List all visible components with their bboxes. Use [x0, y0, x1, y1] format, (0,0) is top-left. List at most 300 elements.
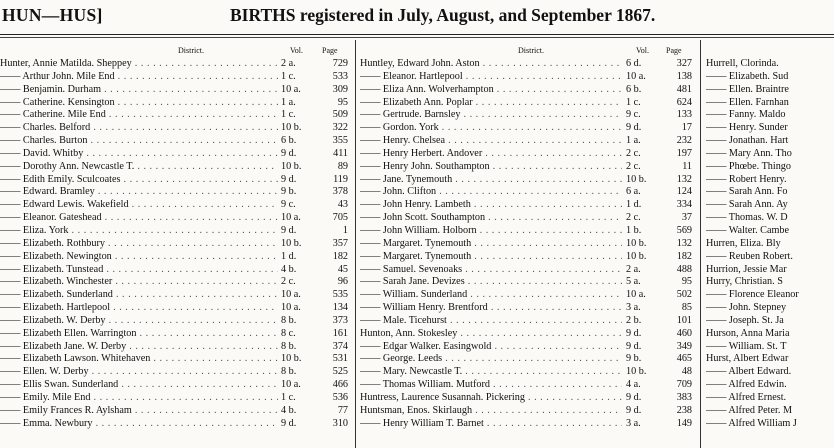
entry-name: —— Elizabeth. Sud [706, 70, 789, 82]
index-entry [360, 135, 696, 148]
index-entry [706, 58, 834, 71]
index-entry [360, 276, 696, 289]
index-entry [360, 161, 696, 174]
entry-volume: 9 c. [281, 199, 317, 212]
entry-volume: 9 d. [281, 418, 317, 431]
entry-name: Hurren, Eliza. Bly [706, 237, 781, 249]
entry-name: —— Catherine. Kensington . . . [0, 97, 278, 110]
index-entry [706, 84, 834, 97]
entry-name: —— Reuben Robert. [706, 250, 793, 262]
entry-volume: 9 c. [626, 109, 662, 122]
entry-name: —— Ellen. Braintre [706, 83, 789, 95]
index-entry [360, 315, 696, 328]
entry-name: —— Elizabeth. Tunstead . . . [0, 264, 278, 277]
entry-name: —— Jonathan. Hart [706, 135, 789, 147]
entry-page: 182 [662, 251, 692, 264]
entry-volume: 1 d. [626, 199, 662, 212]
header-rule-thin [0, 37, 834, 38]
index-entry [360, 392, 696, 405]
index-entry [706, 225, 834, 238]
index-entry [0, 161, 352, 174]
index-entry [0, 109, 352, 122]
entry-page: 124 [662, 186, 692, 199]
entry-volume: 10 a. [626, 71, 662, 84]
entry-name: —— Eliza Ann. Wolverhampton . . . [360, 84, 622, 97]
index-entry [706, 392, 834, 405]
entry-page: 310 [318, 418, 348, 431]
index-entry [0, 328, 352, 341]
index-entry [360, 405, 696, 418]
column-divider [355, 40, 356, 448]
entry-name: Huntress, Laurence Susannah. Pickering . . . [360, 392, 622, 405]
entry-name: —— Emma. Newbury . . . [0, 418, 278, 431]
entry-page: 96 [318, 276, 348, 289]
index-entry [706, 71, 834, 84]
entry-page: 509 [318, 109, 348, 122]
entry-volume: 9 d. [281, 174, 317, 187]
district-heading: District. [178, 46, 204, 55]
index-entry [0, 225, 352, 238]
entry-volume: 10 b. [281, 161, 317, 174]
entry-page: 119 [318, 174, 348, 187]
entry-page: 411 [318, 148, 348, 161]
entry-name: —— Ellen. W. Derby . . . [0, 366, 278, 379]
index-entry [0, 84, 352, 97]
index-entry [706, 174, 834, 187]
entry-name: —— Jane. Tynemouth . . . [360, 174, 622, 187]
index-entry [360, 122, 696, 135]
entry-name: —— Dorothy Ann. Newcastle T. . . . [0, 161, 278, 174]
index-entry [706, 251, 834, 264]
entry-name: —— Elizabeth. Newington . . . [0, 251, 278, 264]
index-entry [360, 225, 696, 238]
entry-volume: 10 b. [281, 122, 317, 135]
vol-heading: Vol. [636, 46, 649, 55]
entry-name: —— Sarah Jane. Devizes . . . [360, 276, 622, 289]
index-entry [360, 418, 696, 431]
entry-page: 327 [662, 58, 692, 71]
entry-name: —— Ellen. Farnhan [706, 96, 789, 108]
entry-volume: 10 b. [626, 251, 662, 264]
entry-volume: 2 a. [281, 58, 317, 71]
entry-name: —— Henry. Sunder [706, 122, 788, 134]
entry-page: 705 [318, 212, 348, 225]
entry-name: —— Joseph. St. Ja [706, 314, 784, 326]
entry-page: 138 [662, 71, 692, 84]
index-entry [706, 135, 834, 148]
entry-volume: 6 b. [281, 135, 317, 148]
index-entry [360, 366, 696, 379]
index-entry [0, 251, 352, 264]
entry-page: 349 [662, 341, 692, 354]
index-entry [0, 238, 352, 251]
entry-page: 536 [318, 392, 348, 405]
entry-name: —— Edward. Bramley . . . [0, 186, 278, 199]
entry-name: Huntsman, Enos. Skirlaugh . . . [360, 405, 622, 418]
index-entry [706, 186, 834, 199]
entry-name: —— Gertrude. Barnsley . . . [360, 109, 622, 122]
entry-name: —— Arthur John. Mile End . . . [0, 71, 278, 84]
index-column-3 [706, 44, 834, 430]
entry-volume: 9 d. [626, 328, 662, 341]
entry-page: 17 [662, 122, 692, 135]
entry-volume: 8 c. [281, 328, 317, 341]
entry-name: Hurson, Anna Maria [706, 327, 790, 339]
entry-name: —— Charles. Burton . . . [0, 135, 278, 148]
entry-page: 132 [662, 174, 692, 187]
entry-page: 132 [662, 238, 692, 251]
index-entry [360, 97, 696, 110]
entry-page: 322 [318, 122, 348, 135]
index-entry [360, 71, 696, 84]
entry-name: —— Mary Ann. Tho [706, 147, 792, 159]
entry-volume: 9 d. [626, 392, 662, 405]
entry-page: 101 [662, 315, 692, 328]
index-entry [360, 199, 696, 212]
entry-volume: 9 d. [626, 122, 662, 135]
entry-volume: 6 b. [626, 84, 662, 97]
index-entry [360, 109, 696, 122]
index-entry [706, 148, 834, 161]
index-entry [706, 302, 834, 315]
entry-volume: 3 a. [626, 302, 662, 315]
entry-volume: 9 b. [626, 353, 662, 366]
entry-page: 481 [662, 84, 692, 97]
index-entry [706, 199, 834, 212]
index-entry [0, 353, 352, 366]
entry-volume: 3 a. [626, 418, 662, 431]
entry-name: —— Alfred Peter. M [706, 404, 793, 416]
entry-name: Hunter, Annie Matilda. Sheppey . . . [0, 58, 278, 71]
entry-name: —— Gordon. York . . . [360, 122, 622, 135]
entry-name: —— Henry William T. Barnet . . . [360, 418, 622, 431]
index-entry [706, 405, 834, 418]
entry-page: 334 [662, 199, 692, 212]
index-entry [360, 251, 696, 264]
entry-name: —— Alfred Ernest. [706, 391, 787, 403]
entry-page: 77 [318, 405, 348, 418]
entry-page: 161 [318, 328, 348, 341]
entry-name: —— Sarah Ann. Ay [706, 199, 788, 211]
index-entry [706, 161, 834, 174]
entry-name: —— Mary. Newcastle T. . . . [360, 366, 622, 379]
index-entry [360, 238, 696, 251]
index-entry [0, 341, 352, 354]
entry-name: —— Henry John. Southampton . . . [360, 161, 622, 174]
entry-page: 729 [318, 58, 348, 71]
index-entry [0, 379, 352, 392]
index-entry [0, 174, 352, 187]
entry-name: —— Florence Eleanor [706, 289, 799, 301]
entry-name: —— Robert Henry. [706, 173, 787, 185]
entry-name: —— Elizabeth. Winchester . . . [0, 276, 278, 289]
index-entry [0, 58, 352, 71]
entry-page: 533 [318, 71, 348, 84]
entry-name: —— Benjamin. Durham . . . [0, 84, 278, 97]
entry-volume: 2 c. [626, 161, 662, 174]
page-header [0, 0, 834, 34]
entry-name: —— Henry. Chelsea . . . [360, 135, 622, 148]
index-entry [0, 315, 352, 328]
entry-page: 378 [318, 186, 348, 199]
index-entry [360, 328, 696, 341]
entry-page: 95 [662, 276, 692, 289]
entry-name: —— Walter. Cambe [706, 224, 790, 236]
index-entry [0, 366, 352, 379]
page-title: BIRTHS registered in July, August, and September 1867. [230, 5, 656, 25]
entry-page: 535 [318, 289, 348, 302]
entry-page: 355 [318, 135, 348, 148]
entry-name: —— Sarah Ann. Fo [706, 186, 788, 198]
entry-volume: 1 c. [626, 97, 662, 110]
index-entry [0, 405, 352, 418]
entry-page: 37 [662, 212, 692, 225]
entry-name: —— Edward Lewis. Wakefield . . . [0, 199, 278, 212]
index-entry [0, 302, 352, 315]
entry-name: —— Edith Emily. Sculcoates . . . [0, 174, 278, 187]
entry-name: —— Albert Edward. [706, 366, 792, 378]
index-entry [0, 418, 352, 431]
index-entry [706, 366, 834, 379]
entry-name: —— Elizabeth Ann. Poplar . . . [360, 97, 622, 110]
entry-volume: 1 c. [281, 109, 317, 122]
entry-name: —— Elizabeth Lawson. Whitehaven . . . [0, 353, 278, 366]
index-entry [0, 97, 352, 110]
entry-name: Hurrion, Jessie Mar [706, 263, 787, 275]
entry-page: 197 [662, 148, 692, 161]
entry-page: 85 [662, 302, 692, 315]
surname-range: HUN—HUS] [2, 5, 103, 25]
index-entry [706, 109, 834, 122]
index-column-1 [0, 44, 352, 430]
index-entry [360, 379, 696, 392]
index-entry [0, 122, 352, 135]
entry-name: —— Ellis Swan. Sunderland . . . [0, 379, 278, 392]
entry-volume: 10 a. [281, 84, 317, 97]
index-entry [360, 302, 696, 315]
index-entry [360, 353, 696, 366]
entry-volume: 9 d. [281, 148, 317, 161]
entry-volume: 4 b. [281, 405, 317, 418]
entry-name: Huntley, Edward John. Aston . . . [360, 58, 622, 71]
index-entry [706, 238, 834, 251]
index-entry [0, 186, 352, 199]
index-entry [0, 148, 352, 161]
entry-name: —— John Scott. Southampton . . . [360, 212, 622, 225]
entry-page: 238 [662, 405, 692, 418]
entry-volume: 10 b. [626, 174, 662, 187]
entry-name: —— David. Whitby . . . [0, 148, 278, 161]
entry-page: 149 [662, 418, 692, 431]
entry-name: —— Samuel. Sevenoaks . . . [360, 264, 622, 277]
index-entry [360, 212, 696, 225]
entry-volume: 8 b. [281, 341, 317, 354]
entry-page: 709 [662, 379, 692, 392]
entry-page: 357 [318, 238, 348, 251]
entry-volume: 10 a. [281, 212, 317, 225]
entry-name: —— John William. Holborn . . . [360, 225, 622, 238]
entry-volume: 10 b. [281, 238, 317, 251]
vol-heading: Vol. [290, 46, 303, 55]
column-header [706, 44, 834, 58]
entry-name: —— William. Sunderland . . . [360, 289, 622, 302]
entry-volume: 9 b. [281, 186, 317, 199]
index-entry [360, 341, 696, 354]
entry-volume: 10 b. [626, 366, 662, 379]
entry-volume: 2 c. [626, 212, 662, 225]
index-entry [360, 58, 696, 71]
entry-name: —— George. Leeds . . . [360, 353, 622, 366]
entry-page: 502 [662, 289, 692, 302]
entry-name: —— Elizabeth. W. Derby . . . [0, 315, 278, 328]
entry-page: 465 [662, 353, 692, 366]
index-entry [0, 276, 352, 289]
entry-page: 488 [662, 264, 692, 277]
index-entry [0, 289, 352, 302]
entry-name: —— William. St. T [706, 340, 787, 352]
entry-volume: 10 a. [626, 289, 662, 302]
entry-volume: 1 a. [626, 135, 662, 148]
index-entry [360, 84, 696, 97]
entry-volume: 1 b. [626, 225, 662, 238]
entry-name: —— Thomas. W. D [706, 212, 788, 224]
entry-name: —— Elizabeth Jane. W. Derby . . . [0, 341, 278, 354]
entry-name: —— Margaret. Tynemouth . . . [360, 251, 622, 264]
entry-name: —— Elizabeth. Hartlepool . . . [0, 302, 278, 315]
index-entry [706, 341, 834, 354]
entry-name: Hurrell, Clorinda. [706, 58, 779, 69]
entry-volume: 2 a. [626, 264, 662, 277]
entry-page: 1 [318, 225, 348, 238]
entry-name: —— John. Clifton . . . [360, 186, 622, 199]
entry-page: 89 [318, 161, 348, 174]
entry-name: —— Edgar Walker. Easingwold . . . [360, 341, 622, 354]
entry-page: 373 [318, 315, 348, 328]
entry-name: —— Alfred Edwin. [706, 379, 787, 391]
index-entry [0, 264, 352, 277]
entry-name: —— Emily Frances R. Aylsham . . . [0, 405, 278, 418]
entry-name: —— Eleanor. Gateshead . . . [0, 212, 278, 225]
index-entry [360, 264, 696, 277]
entry-page: 95 [318, 97, 348, 110]
entry-name: —— Emily. Mile End . . . [0, 392, 278, 405]
index-entry [0, 135, 352, 148]
entry-name: —— Alfred William J [706, 417, 797, 429]
index-entry [706, 418, 834, 431]
entry-name: —— Charles. Belford . . . [0, 122, 278, 135]
index-entry [706, 264, 834, 277]
entry-volume: 9 d. [281, 225, 317, 238]
entry-volume: 10 a. [281, 379, 317, 392]
index-entry [706, 122, 834, 135]
entry-name: —— Eleanor. Hartlepool . . . [360, 71, 622, 84]
index-entry [706, 315, 834, 328]
index-column-2 [360, 44, 696, 430]
entry-volume: 2 c. [626, 148, 662, 161]
index-entry [706, 379, 834, 392]
entry-name: —— Thomas William. Mutford . . . [360, 379, 622, 392]
entry-volume: 8 b. [281, 315, 317, 328]
entry-volume: 1 c. [281, 392, 317, 405]
entry-volume: 10 b. [626, 238, 662, 251]
entry-volume: 4 b. [281, 264, 317, 277]
entry-page: 133 [662, 109, 692, 122]
entry-name: Hurry, Christian. S [706, 276, 783, 288]
index-entry [0, 199, 352, 212]
entry-name: —— Male. Ticehurst . . . [360, 315, 622, 328]
entry-page: 460 [662, 328, 692, 341]
entry-name: —— Margaret. Tynemouth . . . [360, 238, 622, 251]
column-header [360, 44, 696, 58]
entry-page: 48 [662, 366, 692, 379]
entry-page: 383 [662, 392, 692, 405]
index-entry [706, 212, 834, 225]
index-entry [706, 289, 834, 302]
entry-volume: 5 a. [626, 276, 662, 289]
entry-name: —— Fanny. Maldo [706, 109, 786, 121]
entry-name: —— Henry Herbert. Andover . . . [360, 148, 622, 161]
page-heading: Page [666, 46, 682, 55]
entry-volume: 4 a. [626, 379, 662, 392]
entry-volume: 10 a. [281, 289, 317, 302]
entry-volume: 10 a. [281, 302, 317, 315]
entry-volume: 9 d. [626, 341, 662, 354]
entry-volume: 1 a. [281, 97, 317, 110]
entry-volume: 6 d. [626, 58, 662, 71]
entry-volume: 1 c. [281, 71, 317, 84]
index-entry [706, 328, 834, 341]
entry-name: —— William Henry. Brentford . . . [360, 302, 622, 315]
entry-page: 45 [318, 264, 348, 277]
index-entry [0, 392, 352, 405]
entry-page: 309 [318, 84, 348, 97]
district-heading: District. [518, 46, 544, 55]
index-entry [706, 353, 834, 366]
entry-page: 43 [318, 199, 348, 212]
index-entry [360, 186, 696, 199]
entry-name: —— Catherine. Mile End . . . [0, 109, 278, 122]
entry-name: —— Elizabeth. Rothbury . . . [0, 238, 278, 251]
entry-name: —— Elizabeth. Sunderland . . . [0, 289, 278, 302]
entry-page: 134 [318, 302, 348, 315]
entry-page: 466 [318, 379, 348, 392]
entry-name: Hunton, Ann. Stokesley . . . [360, 328, 622, 341]
entry-page: 531 [318, 353, 348, 366]
entry-name: Hurst, Albert Edwar [706, 353, 789, 365]
header-rule [0, 34, 834, 35]
index-entry [0, 212, 352, 225]
column-header [0, 44, 352, 58]
entry-page: 374 [318, 341, 348, 354]
entry-name: —— Elizabeth Ellen. Warrington . . . [0, 328, 278, 341]
entry-name: —— Eliza. York . . . [0, 225, 278, 238]
entry-name: —— John. Stepney [706, 302, 787, 314]
entry-volume: 9 d. [626, 405, 662, 418]
entry-volume: 2 c. [281, 276, 317, 289]
entry-name: —— John Henry. Lambeth . . . [360, 199, 622, 212]
entry-name: —— Phœbe. Thingo [706, 160, 791, 172]
page-heading: Page [322, 46, 338, 55]
entry-volume: 6 a. [626, 186, 662, 199]
entry-page: 569 [662, 225, 692, 238]
index-entry [360, 289, 696, 302]
index-entry [706, 97, 834, 110]
entry-volume: 2 b. [626, 315, 662, 328]
entry-page: 232 [662, 135, 692, 148]
entry-volume: 8 b. [281, 366, 317, 379]
index-entry [0, 71, 352, 84]
index-entry [360, 174, 696, 187]
